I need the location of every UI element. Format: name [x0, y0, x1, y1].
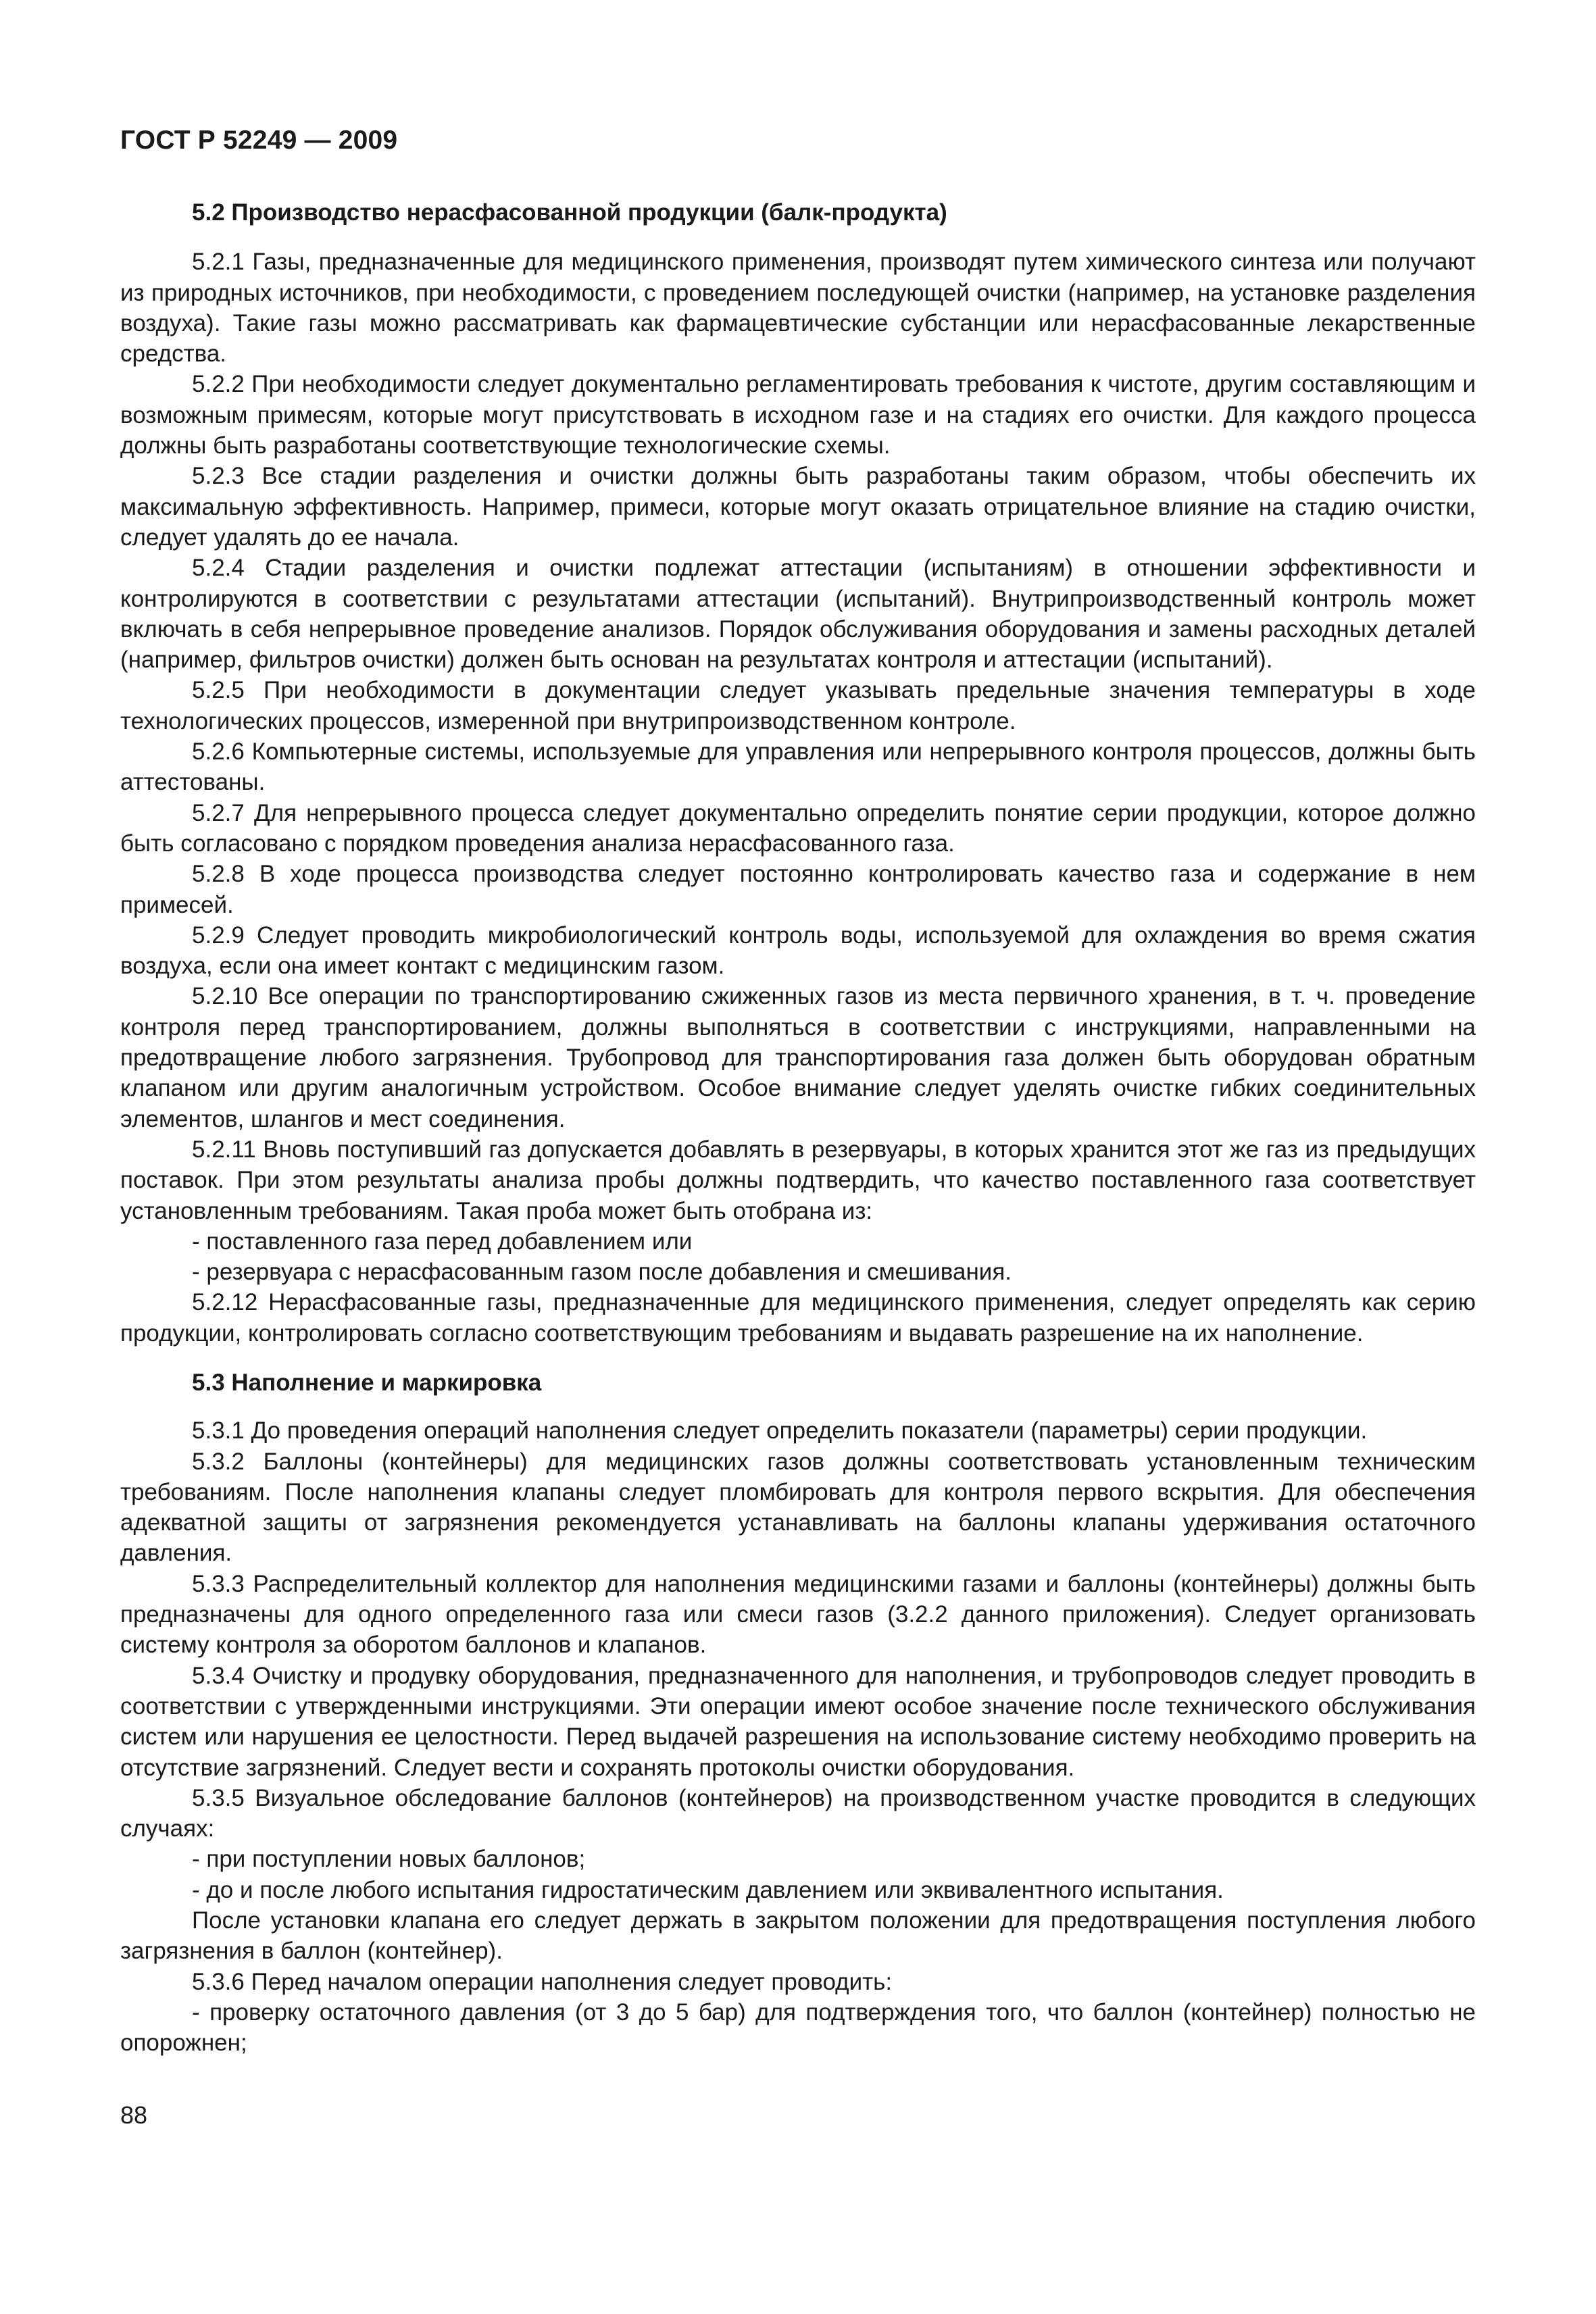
paragraph-5-2-8: 5.2.8 В ходе процесса производства следует постоянно контролировать качество газа и содержание в нем примесей. [120, 861, 1476, 918]
list-item: - до и после любого испытания гидростатическим давлением или эквивалентного испытания. [192, 1876, 1224, 1903]
list-item: - резервуара с нерасфасованным газом после добавления и смешивания. [192, 1259, 1012, 1286]
paragraph-5-2-10: 5.2.10 Все операции по транспортированию сжиженных газов из места первичного хранения, в т. ч. проведение контроля перед транспортированием, должны выполняться в соответствии с инструкциями, направленными на предотвращение любого загрязнения. Трубопровод для транспортирования газа должен быть оборудован обратным клапаном или другим аналогичным устройством. Особое внимание следует уделять очистке гибких соединительных элементов, шлангов и мест соединения. [120, 983, 1476, 1132]
paragraph-5-2-2: 5.2.2 При необходимости следует документально регламентировать требования к чистоте, другим составляющим и возможным примесям, которые могут присутствовать в исходном газе и на стадиях его очистки. Для каждого процесса должны быть разработаны соответствующие технологические схемы. [120, 371, 1476, 459]
paragraph-5-3-4: 5.3.4 Очистку и продувку оборудования, предназначенного для наполнения, и трубопроводов следует проводить в соответствии с утвержденными инструкциями. Эти операции имеют особое значение после технического обслуживания систем или нарушения ее целостности. Перед выдачей разрешения на использование систему необходимо проверить на отсутствие загрязнений. Следует вести и сохранять протоколы очистки оборудования. [120, 1662, 1476, 1781]
paragraph-5-2-12: 5.2.12 Нерасфасованные газы, предназначенные для медицинского применения, следует определять как серию продукции, контролировать согласно соответствующим требованиям и выдавать разрешение на их наполнение. [120, 1289, 1476, 1347]
paragraph-valve-note: После установки клапана его следует держать в закрытом положении для предотвращения поступления любого загрязнения в баллон (контейнер). [120, 1907, 1476, 1965]
page-number: 88 [120, 2101, 148, 2129]
paragraph-5-3-6: 5.3.6 Перед началом операции наполнения следует проводить: [192, 1968, 893, 1995]
paragraph-5-3-5: 5.3.5 Визуальное обследование баллонов (контейнеров) на производственном участке проводится в следующих случаях: [120, 1784, 1476, 1842]
paragraph-5-2-5: 5.2.5 При необходимости в документации следует указывать предельные значения температуры в ходе технологических процессов, измеренной при внутрипроизводственном контроле. [120, 677, 1476, 734]
document-body [120, 197, 1476, 2059]
paragraph-5-3-3: 5.3.3 Распределительный коллектор для наполнения медицинскими газами и баллоны (контейнеры) должны быть предназначены для одного определенного газа или смеси газов (3.2.2 данного приложения). Следует организовать систему контроля за оборотом баллонов и клапанов. [120, 1570, 1476, 1659]
paragraph-5-2-3: 5.2.3 Все стадии разделения и очистки должны быть разработаны таким образом, чтобы обеспечить их максимальную эффективность. Например, примеси, которые могут оказать отрицательное влияние на стадию очистки, следует удалять до ее начала. [120, 463, 1476, 551]
paragraph-5-2-6: 5.2.6 Компьютерные системы, используемые для управления или непрерывного контроля процессов, должны быть аттестованы. [120, 738, 1476, 796]
paragraph-5-3-1: 5.3.1 До проведения операций наполнения следует определить показатели (параметры) серии продукции. [192, 1417, 1368, 1444]
list-item: - проверку остаточного давления (от 3 до 5 бар) для подтверждения того, что баллон (контейнер) полностью не опорожнен; [120, 1998, 1476, 2057]
section-heading-5-2: 5.2 Производство нерасфасованной продукции (балк-продукта) [192, 199, 947, 226]
paragraph-5-2-4: 5.2.4 Стадии разделения и очистки подлежат аттестации (испытаниям) в отношении эффективности и контролируются в соответствии с результатами аттестации (испытаний). Внутрипроизводственный контроль может включать в себя непрерывное проведение анализов. Порядок обслуживания оборудования и замены расходных деталей (например, фильтров очистки) должен быть основан на результатах контроля и аттестации (испытаний). [120, 555, 1476, 674]
paragraph-5-3-2: 5.3.2 Баллоны (контейнеры) для медицинских газов должны соответствовать установленным техническим требованиям. После наполнения клапаны следует пломбировать для контроля первого вскрытия. Для обеспечения адекватной защиты от загрязнения рекомендуется устанавливать на баллоны клапаны удерживания остаточного давления. [120, 1448, 1476, 1567]
document-code: ГОСТ Р 52249 — 2009 [120, 126, 398, 155]
paragraph-5-2-9: 5.2.9 Следует проводить микробиологический контроль воды, используемой для охлаждения во время сжатия воздуха, если она имеет контакт с медицинским газом. [120, 922, 1476, 980]
paragraph-5-2-1: 5.2.1 Газы, предназначенные для медицинского применения, производят путем химического синтеза или получают из природных источников, при необходимости, с проведением последующей очистки (например, на установке разделения воздуха). Такие газы можно рассматривать как фармацевтические субстанции или нерасфасованные лекарственные средства. [120, 249, 1476, 368]
section-heading-5-3: 5.3 Наполнение и маркировка [192, 1369, 542, 1396]
paragraph-5-2-7: 5.2.7 Для непрерывного процесса следует документально определить понятие серии продукции, которое должно быть согласовано с порядком проведения анализа нерасфасованного газа. [120, 799, 1476, 857]
list-item: - поставленного газа перед добавлением или [192, 1228, 693, 1255]
list-item: - при поступлении новых баллонов; [192, 1846, 586, 1873]
paragraph-5-2-11: 5.2.11 Вновь поступивший газ допускается добавлять в резервуары, в которых хранится этот же газ из предыдущих поставок. При этом результаты анализа пробы должны подтвердить, что качество поставленного газа соответствует установленным требованиям. Такая проба может быть отобрана из: [120, 1136, 1476, 1224]
